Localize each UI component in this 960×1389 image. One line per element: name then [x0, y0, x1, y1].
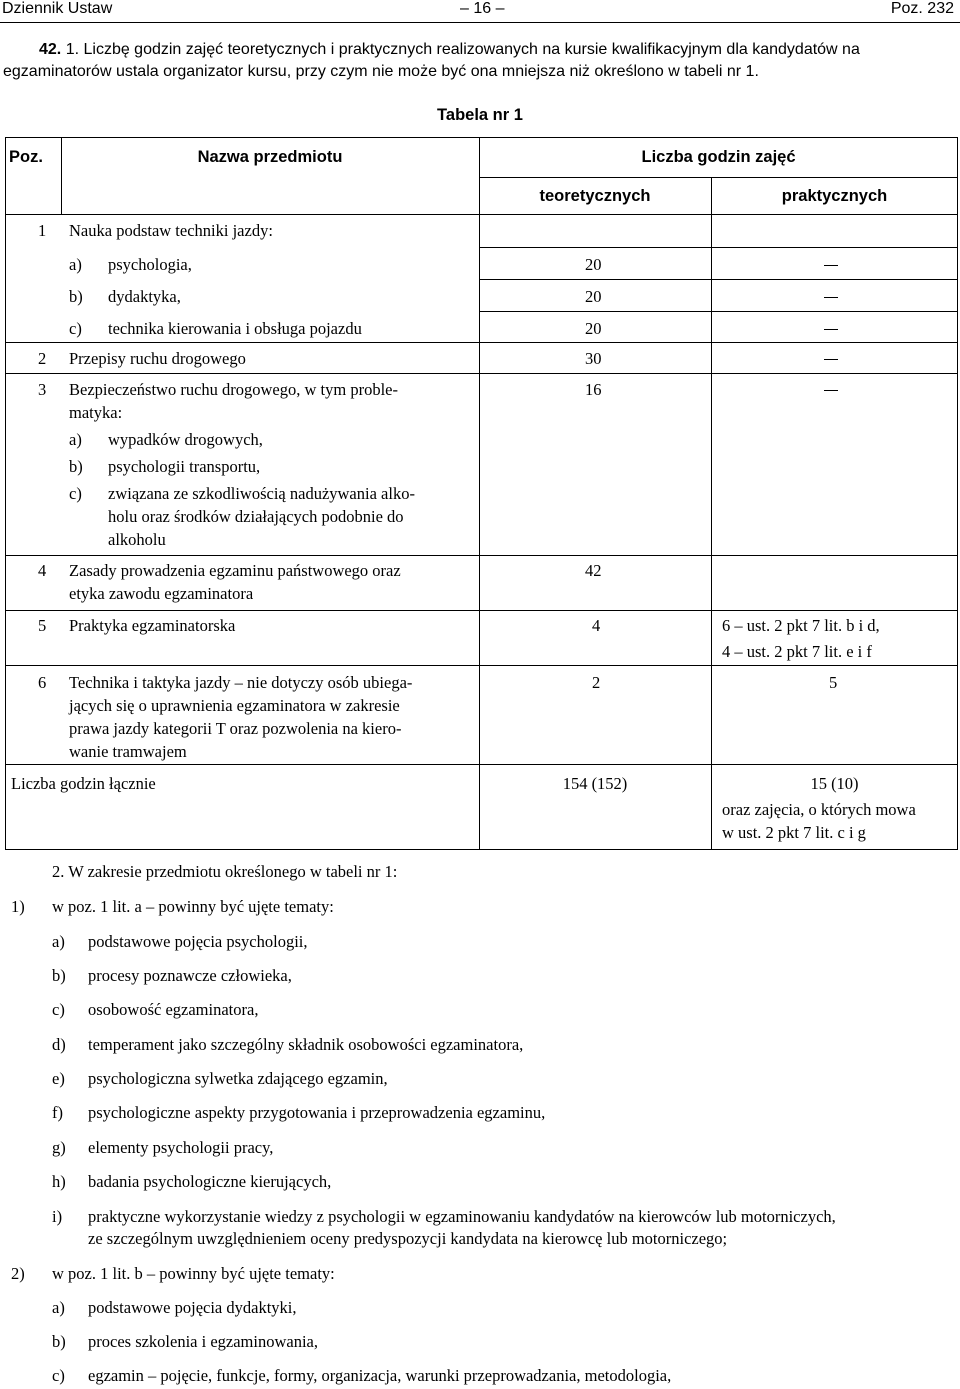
table-border: [5, 555, 958, 556]
empty-dash: [824, 265, 838, 266]
list-item-label: a): [52, 932, 65, 951]
table-border: [5, 373, 958, 374]
table-border: [5, 342, 958, 343]
table-border: [479, 137, 480, 765]
row2-number: 2: [38, 349, 47, 368]
hours-table: [5, 137, 958, 850]
list-item: podstawowe pojęcia dydaktyki,: [88, 1298, 297, 1317]
total-theory: 154 (152): [562, 774, 628, 793]
row3-subject-line1: Bezpieczeństwo ruchu drogowego, w tym proble-: [69, 380, 398, 399]
row5-practice-line2: 4 – ust. 2 pkt 7 lit. e i f: [722, 642, 872, 661]
list-item: praktyczne wykorzystanie wiedzy z psychologii w egzaminowaniu kandydatów na kierowców lub motorniczych,: [88, 1207, 836, 1226]
row6-subject-line3: prawa jazdy kategorii T oraz pozwolenia na kiero-: [69, 719, 402, 738]
row3-a-text: wypadków drogowych,: [108, 430, 263, 449]
row3-a-label: a): [69, 430, 82, 449]
empty-dash: [824, 359, 838, 360]
list-item: osobowość egzaminatora,: [88, 1000, 259, 1019]
empty-dash: [824, 297, 838, 298]
table-border: [5, 665, 958, 666]
header-practice: praktycznych: [781, 187, 888, 205]
row1-a-text: psychologia,: [108, 255, 192, 274]
total-note-line2: w ust. 2 pkt 7 lit. c i g: [722, 823, 866, 842]
row3-b-text: psychologii transportu,: [108, 457, 261, 476]
row5-number: 5: [38, 616, 47, 635]
table-border: [479, 311, 958, 312]
paragraph-number: 42.: [39, 41, 62, 58]
list-item: podstawowe pojęcia psychologii,: [88, 932, 308, 951]
row6-theory: 2: [592, 673, 601, 692]
row1-c-label: c): [69, 319, 82, 338]
journal-name: Dziennik Ustaw: [2, 0, 113, 17]
list-item-label: f): [52, 1103, 63, 1122]
list-item: temperament jako szczególny składnik osobowości egzaminatora,: [88, 1035, 524, 1054]
list-item-label: c): [52, 1000, 65, 1019]
row5-subject: Praktyka egzaminatorska: [69, 616, 236, 635]
total-note-line1: oraz zajęcia, o których mowa: [722, 800, 916, 819]
list-item: badania psychologiczne kierujących,: [88, 1172, 332, 1191]
row3-b-label: b): [69, 457, 83, 476]
row3-c-label: c): [69, 484, 82, 503]
list-item-label: b): [52, 966, 66, 985]
empty-dash: [824, 329, 838, 330]
table-caption: Tabela nr 1: [437, 106, 523, 124]
row1-number: 1: [38, 221, 47, 240]
row1-a-theory: 20: [585, 255, 602, 274]
table-border: [479, 247, 958, 248]
row4-subject-line2: etyka zawodu egzaminatora: [69, 584, 254, 603]
list-item: psychologiczna sylwetka zdającego egzamin,: [88, 1069, 388, 1088]
list-item: elementy psychologii pracy,: [88, 1138, 274, 1157]
row6-practice: 5: [829, 673, 838, 692]
list-item-label: g): [52, 1138, 66, 1157]
row3-subject-line2: matyka:: [69, 403, 123, 422]
section1-number: 1): [11, 897, 25, 916]
intro-text: 1. Liczbę godzin zajęć teoretycznych i praktycznych realizowanych na kursie kwalifikacyjnym dla kandydatów na egzaminatorów ustala organizator kursu, przy czym nie może być ona mniejsza niż określono w tabeli nr 1.: [3, 41, 860, 80]
header-hours: Liczba godzin zajęć: [641, 148, 796, 166]
list-item-label: e): [52, 1069, 65, 1088]
list-item-label: a): [52, 1298, 65, 1317]
list-item-label: h): [52, 1172, 66, 1191]
row3-c-line1: związana ze szkodliwością nadużywania alko-: [108, 484, 415, 503]
list-item: procesy poznawcze człowieka,: [88, 966, 292, 985]
row3-theory: 16: [585, 380, 602, 399]
total-label: Liczba godzin łącznie: [11, 774, 156, 793]
list-item-label: c): [52, 1366, 65, 1385]
table-border: [711, 177, 712, 850]
page-header: [0, 0, 960, 23]
section2-text: w poz. 1 lit. b – powinny być ujęte tematy:: [52, 1264, 335, 1283]
list-item: proces szkolenia i egzaminowania,: [88, 1332, 318, 1351]
table-border-left: [5, 137, 6, 850]
row6-subject-line1: Technika i taktyka jazdy – nie dotyczy osób ubiega-: [69, 673, 413, 692]
paragraph-2: 2. W zakresie przedmiotu określonego w tabeli nr 1:: [52, 862, 398, 881]
header-theory: teoretycznych: [539, 187, 651, 205]
row1-b-label: b): [69, 287, 83, 306]
intro-paragraph: [3, 39, 958, 83]
row2-subject: Przepisy ruchu drogowego: [69, 349, 246, 368]
row1-c-theory: 20: [585, 319, 602, 338]
table-border: [479, 279, 958, 280]
row1-a-label: a): [69, 255, 82, 274]
row5-theory: 4: [592, 616, 601, 635]
row4-theory: 42: [585, 561, 602, 580]
row1-subject: Nauka podstaw techniki jazdy:: [69, 221, 273, 240]
table-border-header-bottom: [5, 214, 958, 215]
section1-text: w poz. 1 lit. a – powinny być ujęte tematy:: [52, 897, 334, 916]
header-poz: Poz.: [9, 148, 43, 166]
table-border-right: [957, 137, 958, 850]
list-item: psychologiczne aspekty przygotowania i przeprowadzenia egzaminu,: [88, 1103, 546, 1122]
row3-number: 3: [38, 380, 47, 399]
row3-c-line2: holu oraz środków działających podobnie do: [108, 507, 404, 526]
table-border-subheader: [479, 177, 958, 178]
list-item-label: i): [52, 1207, 63, 1226]
list-item: egzamin – pojęcie, funkcje, formy, organizacja, warunki przeprowadzania, metodologia,: [88, 1366, 672, 1385]
row6-subject-line2: jących się o uprawnienia egzaminatora w zakresie: [69, 696, 400, 715]
row2-theory: 30: [585, 349, 602, 368]
row1-b-text: dydaktyka,: [108, 287, 181, 306]
list-item-continuation: ze szczególnym uwzględnieniem oceny predyspozycji kandydata na kierowcę lub motorniczego;: [88, 1229, 728, 1248]
table-border: [5, 764, 958, 765]
table-border-top: [5, 137, 958, 138]
list-item-label: d): [52, 1035, 66, 1054]
table-border: [5, 610, 958, 611]
row3-c-line3: alkoholu: [108, 530, 166, 549]
list-item-label: b): [52, 1332, 66, 1351]
page-number: – 16 –: [460, 0, 505, 17]
total-practice: 15 (10): [810, 774, 859, 793]
row1-b-theory: 20: [585, 287, 602, 306]
row4-number: 4: [38, 561, 47, 580]
section2-number: 2): [11, 1264, 25, 1283]
item-number: Poz. 232: [890, 0, 954, 17]
row4-subject-line1: Zasady prowadzenia egzaminu państwowego oraz: [69, 561, 401, 580]
row5-practice-line1: 6 – ust. 2 pkt 7 lit. b i d,: [722, 616, 880, 635]
row1-c-text: technika kierowania i obsługa pojazdu: [108, 319, 362, 338]
header-subject-name: Nazwa przedmiotu: [197, 148, 343, 166]
empty-dash: [824, 390, 838, 391]
table-border-bottom: [5, 849, 958, 850]
row6-subject-line4: wanie tramwajem: [69, 742, 187, 761]
row6-number: 6: [38, 673, 47, 692]
